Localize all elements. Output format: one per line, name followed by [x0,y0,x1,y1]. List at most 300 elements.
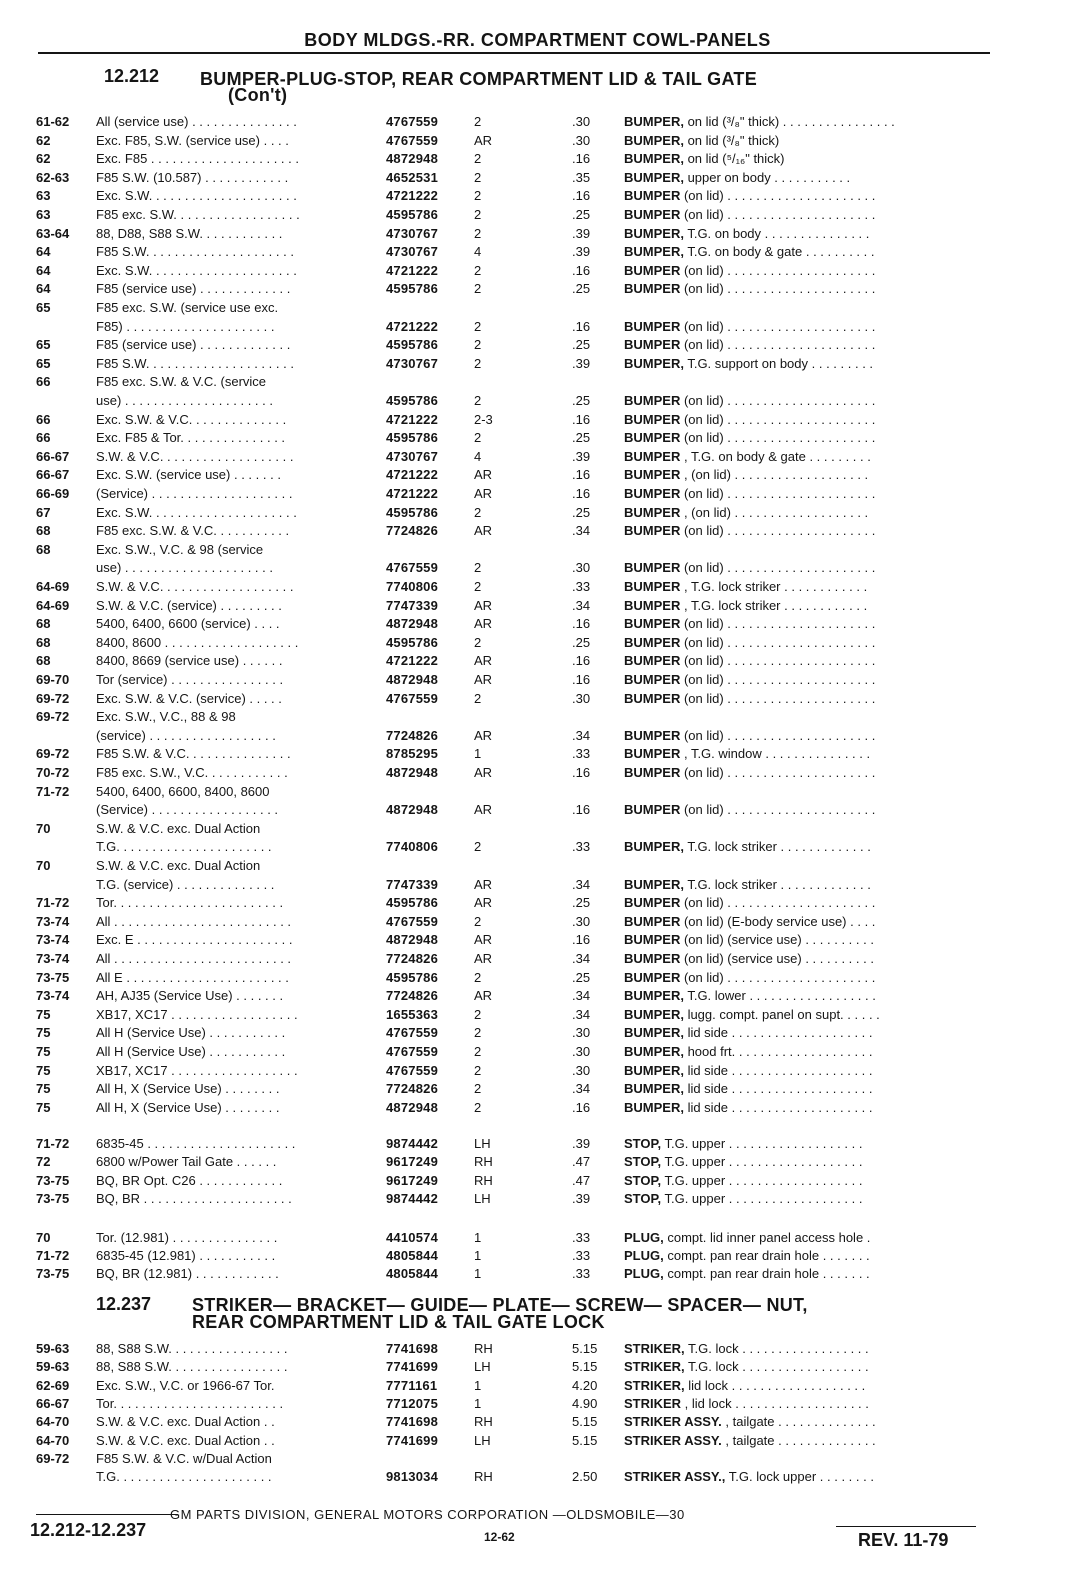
quantity: LH [474,1190,491,1206]
table-row [0,355,1075,373]
part-number: 4721222 [386,188,439,204]
part-name-bold: BUMPER, [624,132,684,148]
application-description: Tor. . . . . . . . . . . . . . . . . . . . . . . . [96,895,284,911]
model-year: 64-70 [36,1432,70,1448]
application-description: F85 S.W. & V.C. . . . . . . . . . . . . . . [96,746,291,762]
model-year: 73-74 [36,951,70,966]
part-name [624,280,984,298]
table-row [0,671,1075,689]
price: .25 [572,207,591,222]
table-row [0,243,1075,261]
quantity: AR [474,486,493,501]
part-name [624,1080,984,1098]
application-description: BQ, BR (12.981) . . . . . . . . . . . . [96,1266,279,1281]
table-row [0,820,1075,838]
quantity: 2 [474,188,482,204]
part-name-bold: BUMPER [624,653,681,669]
part-name [624,1190,984,1208]
application-description: XB17, XC17 . . . . . . . . . . . . . . . . . . [96,1062,298,1078]
part-number: 7724826 [386,1081,439,1097]
part-name [624,113,984,131]
table-row [0,132,1075,150]
price: .16 [572,672,591,687]
part-name-bold: BUMPER [624,913,681,929]
part-number: 4805844 [386,1266,439,1281]
application-description: Exc. S.W. . . . . . . . . . . . . . . . . . . . . [96,188,297,204]
application-description: Tor. . . . . . . . . . . . . . . . . . . . . . . . [96,1395,284,1411]
application-description: F85 exc. S.W. (service use exc. [96,300,279,315]
part-name [624,392,984,410]
part-name-bold: BUMPER [624,765,681,780]
application-description: F85 (service use) . . . . . . . . . . . . . [96,281,291,297]
quantity: AR [474,467,493,483]
part-name [624,671,984,689]
part-name-detail: T.G. lower . . . . . . . . . . . . . . . . . . [683,988,876,1004]
application-description: All . . . . . . . . . . . . . . . . . . . . . . . . . [96,951,292,966]
part-name [624,169,984,187]
part-number: 4872948 [386,932,439,948]
model-year: 64 [36,244,51,260]
table-row [0,1247,1075,1265]
part-name-bold: BUMPER, [624,151,684,167]
part-name-bold: BUMPER, [624,169,684,185]
part-name-bold: PLUG, [624,1266,664,1281]
part-number: 4595786 [386,337,439,353]
table-row [0,448,1075,466]
part-name [624,150,984,168]
part-name [624,336,984,354]
model-year: 59-63 [36,1341,70,1356]
application-description: Exc. S.W. (service use) . . . . . . . [96,467,281,483]
application-description: F85 exc. S.W. . . . . . . . . . . . . . . . . . [96,207,300,222]
part-number: 9874442 [386,1190,439,1206]
part-number: 9813034 [386,1469,439,1485]
application-description: 88, S88 S.W. . . . . . . . . . . . . . . . . [96,1341,288,1356]
part-number: 7740806 [386,839,439,855]
part-name-detail: (on lid) . . . . . . . . . . . . . . . . . . . . . [680,560,876,576]
part-name-detail: (on lid) . . . . . . . . . . . . . . . . . . . . . [680,634,876,650]
table-row [0,187,1075,205]
part-number: 4805844 [386,1248,439,1263]
quantity: 1 [474,1248,482,1263]
part-name-detail: (on lid) . . . . . . . . . . . . . . . . . . . . . [680,690,876,706]
part-name-bold: BUMPER [624,727,681,743]
part-name-bold: BUMPER, [624,1099,684,1115]
part-name [624,132,984,150]
part-number: 4652531 [386,169,439,185]
page-header: BODY MLDGS.-RR. COMPARTMENT COWL-PANELS [304,30,771,50]
quantity: 2 [474,1099,482,1115]
application-description: F85 S.W. . . . . . . . . . . . . . . . . . . . . [96,244,294,260]
price: .16 [572,262,591,278]
model-year: 66 [36,411,51,427]
price: 5.15 [572,1359,598,1375]
part-name-detail: T.G. on body . . . . . . . . . . . . . . . [683,225,870,241]
table-row [0,969,1075,987]
part-name [624,578,984,596]
part-name-detail: (on lid) (service use) . . . . . . . . . . [680,932,874,948]
model-year: 69-72 [36,1450,70,1466]
application-description: Exc. F85 . . . . . . . . . . . . . . . . . . . . . [96,151,299,167]
quantity: AR [474,951,493,966]
part-number: 7747339 [386,597,439,613]
part-name [624,225,984,243]
table-row [0,690,1075,708]
part-name-detail: (on lid) . . . . . . . . . . . . . . . . . . . . . [680,262,876,278]
table-row [0,727,1075,745]
part-name-detail: T.G. on body & gate . . . . . . . . . . [683,244,875,260]
price: .16 [572,188,591,204]
model-year: 64 [36,262,51,278]
price: .25 [572,393,591,408]
quantity: 4 [474,244,482,260]
table-row [0,838,1075,856]
table-row [0,652,1075,670]
price: .30 [572,560,591,576]
model-year: 68 [36,653,51,669]
part-name-bold: BUMPER, [624,1006,684,1022]
application-description: All H, X (Service Use) . . . . . . . . [96,1081,280,1097]
quantity: 1 [474,746,482,762]
footer-rule-right [836,1526,976,1527]
part-name-detail: compt. pan rear drain hole . . . . . . . [663,1266,870,1281]
quantity: AR [474,932,493,948]
part-name-detail: (on lid) . . . . . . . . . . . . . . . . . . . . . [680,672,876,687]
part-name [624,727,984,745]
part-name [624,597,984,615]
part-name-bold: BUMPER [624,393,681,408]
price: .39 [572,448,591,464]
table-row [0,1135,1075,1153]
part-name-detail: (on lid) . . . . . . . . . . . . . . . . . . . . . [680,486,876,501]
quantity: RH [474,1469,493,1485]
part-name-bold: BUMPER [624,672,681,687]
part-name-detail: compt. lid inner panel access hole . [663,1230,871,1245]
table-row [0,1190,1075,1208]
part-name-detail: , (on lid) . . . . . . . . . . . . . . . . . . . [680,504,869,520]
part-name-bold: BUMPER [624,802,681,818]
part-number: 4872948 [386,616,439,632]
application-description: XB17, XC17 . . . . . . . . . . . . . . . . . . [96,1006,298,1022]
price: .30 [572,1062,591,1078]
quantity: AR [474,765,493,780]
section-number-12-237: 12.237 [96,1294,152,1314]
model-year: 69-72 [36,709,70,725]
table-row [0,541,1075,559]
part-name-detail: T.G. upper . . . . . . . . . . . . . . . . . . . [661,1136,863,1151]
part-name-detail: lid side . . . . . . . . . . . . . . . . . . . . [683,1025,873,1041]
part-name-bold: STOP, [624,1154,662,1170]
application-description: 6835-45 . . . . . . . . . . . . . . . . . . . . . [96,1136,296,1151]
part-name [624,504,984,522]
part-name-detail: (on lid) . . . . . . . . . . . . . . . . . . . . . [680,207,876,222]
model-year: 68 [36,523,51,539]
part-number: 4410574 [386,1230,439,1245]
model-year: 73-75 [36,969,70,985]
price: .33 [572,1230,591,1245]
part-name-detail: on lid (³/₈" thick) [683,132,780,148]
part-number: 4872948 [386,1099,439,1115]
table-row [0,1358,1075,1376]
part-number: 4721222 [386,318,439,334]
table-row [0,634,1075,652]
part-number: 4872948 [386,672,439,687]
part-name [624,931,984,949]
part-name-bold: BUMPER [624,281,681,297]
part-number: 4730767 [386,225,439,241]
part-name-bold: BUMPER, [624,114,684,129]
part-name-bold: BUMPER [624,411,681,427]
part-name-detail: (on lid) . . . . . . . . . . . . . . . . . . . . . [680,802,876,818]
quantity: 2 [474,1044,482,1059]
price: .16 [572,467,591,483]
part-name [624,243,984,261]
table-row [0,336,1075,354]
part-name [624,1006,984,1024]
part-name [624,1229,984,1247]
part-name-detail: lid side . . . . . . . . . . . . . . . . . . . . [683,1081,873,1097]
application-description: All (service use) . . . . . . . . . . . . . . . [96,114,297,129]
part-name [624,485,984,503]
table-row [0,1153,1075,1171]
application-description: (Service) . . . . . . . . . . . . . . . . . . . . [96,486,293,501]
table-row [0,1099,1075,1117]
quantity: LH [474,1359,491,1375]
part-number: 4767559 [386,913,439,929]
model-year: 62-63 [36,169,70,185]
price: 4.90 [572,1395,598,1411]
part-number: 8785295 [386,746,439,762]
part-name-detail: (on lid) . . . . . . . . . . . . . . . . . . . . . [680,969,876,985]
application-description: F85 S.W. (10.587) . . . . . . . . . . . . [96,169,289,185]
part-name-detail: (on lid) (E-body service use) . . . . [680,913,876,929]
model-year: 64-69 [36,597,70,613]
part-number: 4721222 [386,467,439,483]
application-description: Exc. S.W. . . . . . . . . . . . . . . . . . . . . [96,504,297,520]
header-rule [38,52,990,54]
price: .30 [572,913,591,929]
section-number-12-212: 12.212 [104,66,160,86]
part-name [624,1468,984,1486]
part-number: 4595786 [386,634,439,650]
part-name-detail: (on lid) (service use) . . . . . . . . . . [680,951,874,966]
price: .30 [572,690,591,706]
quantity: 2 [474,337,482,353]
part-number: 7771161 [386,1377,438,1393]
part-name [624,466,984,484]
part-name-detail: hood frt. . . . . . . . . . . . . . . . . . . . [683,1044,873,1059]
quantity: AR [474,895,493,911]
part-number: 7747339 [386,876,439,892]
part-name-bold: BUMPER [624,430,681,446]
part-name-bold: BUMPER, [624,876,684,892]
price: .25 [572,281,591,297]
part-name-bold: STOP, [624,1172,662,1188]
part-name [624,838,984,856]
quantity: 2 [474,579,482,594]
table-row [0,522,1075,540]
table-row [0,876,1075,894]
application-description: F85) . . . . . . . . . . . . . . . . . . . . . [96,318,275,334]
part-name-bold: BUMPER, [624,355,684,371]
application-description: All H (Service Use) . . . . . . . . . . . [96,1025,286,1041]
table-row [0,318,1075,336]
model-year: 63 [36,188,51,204]
table-row [0,597,1075,615]
model-year: 62 [36,151,51,167]
table-row [0,1450,1075,1468]
quantity: AR [474,653,493,669]
part-name [624,764,984,782]
model-year: 59-63 [36,1359,70,1375]
quantity: 2 [474,430,482,446]
quantity: AR [474,727,493,743]
model-year: 73-74 [36,988,70,1004]
part-name-bold: BUMPER [624,951,681,966]
application-description: Exc. S.W., V.C., 88 & 98 [96,709,236,725]
part-name-bold: STRIKER ASSY., [624,1469,726,1485]
part-name-detail: (on lid) . . . . . . . . . . . . . . . . . . . . . [680,411,876,427]
price: .39 [572,1136,591,1151]
quantity: 1 [474,1377,482,1393]
table-row [0,169,1075,187]
part-name-bold: BUMPER, [624,225,684,241]
quantity: AR [474,672,493,687]
price: .30 [572,114,591,129]
part-number: 4721222 [386,262,439,278]
part-name-detail: , tailgate . . . . . . . . . . . . . . [721,1414,876,1430]
model-year: 66-69 [36,486,70,501]
model-year: 69-72 [36,690,70,706]
price: .30 [572,1044,591,1059]
table-row [0,392,1075,410]
quantity: 2 [474,1006,482,1022]
part-name-bold: BUMPER, [624,1025,684,1041]
part-name-bold: BUMPER, [624,1044,684,1059]
table-row [0,225,1075,243]
application-description: BQ, BR Opt. C26 . . . . . . . . . . . . [96,1172,283,1188]
table-row [0,113,1075,131]
application-description: T.G. . . . . . . . . . . . . . . . . . . . . . [96,1469,272,1485]
part-name-detail: , T.G. lock striker . . . . . . . . . . . . [680,579,868,594]
application-description: S.W. & V.C. exc. Dual Action [96,820,261,836]
quantity: 2 [474,114,482,129]
table-row [0,783,1075,801]
part-name [624,745,984,763]
application-description: Tor. (12.981) . . . . . . . . . . . . . . . [96,1230,278,1245]
part-name [624,262,984,280]
part-name-bold: BUMPER [624,262,681,278]
application-description: Exc. S.W. & V.C. (service) . . . . . [96,690,282,706]
part-number: 4767559 [386,560,439,576]
model-year: 70-72 [36,765,70,780]
part-name [624,690,984,708]
part-name-detail: (on lid) . . . . . . . . . . . . . . . . . . . . . [680,765,876,780]
part-name-detail: , T.G. window . . . . . . . . . . . . . . . [680,746,871,762]
table-row [0,429,1075,447]
part-number: 4730767 [386,244,439,260]
model-year: 68 [36,616,51,632]
part-name [624,1247,984,1265]
model-year: 75 [36,1062,51,1078]
price: .34 [572,951,591,966]
application-description: use) . . . . . . . . . . . . . . . . . . . . . [96,393,273,408]
table-row [0,299,1075,317]
part-name-detail: T.G. lock upper . . . . . . . . [725,1469,874,1485]
quantity: LH [474,1432,491,1448]
quantity: 2 [474,504,482,520]
part-name-detail: (on lid) . . . . . . . . . . . . . . . . . . . . . [680,653,876,669]
quantity: 2 [474,690,482,706]
part-name-detail: T.G. upper . . . . . . . . . . . . . . . . . . . [661,1190,863,1206]
table-row [0,1395,1075,1413]
part-number: 4595786 [386,207,439,222]
price: .25 [572,969,591,985]
part-number: 4767559 [386,1062,439,1078]
part-name-detail: lid lock . . . . . . . . . . . . . . . . . . . [684,1377,866,1393]
price: .34 [572,876,591,892]
price: .39 [572,355,591,371]
part-name-bold: BUMPER [624,504,681,520]
table-row [0,1229,1075,1247]
price: .30 [572,1025,591,1041]
part-number: 4721222 [386,653,439,669]
application-description: F85 S.W. & V.C. w/Dual Action [96,1450,272,1466]
model-year: 75 [36,1006,51,1022]
application-description: All E . . . . . . . . . . . . . . . . . . . . . . . [96,969,289,985]
price: .33 [572,579,591,594]
table-row [0,801,1075,819]
quantity: 2 [474,393,482,408]
price: .39 [572,244,591,260]
price: 5.15 [572,1432,598,1448]
part-name-detail: , (on lid) . . . . . . . . . . . . . . . . . . . [680,467,869,483]
part-name [624,801,984,819]
part-number: 7724826 [386,727,439,743]
application-description: S.W. & V.C. . . . . . . . . . . . . . . . . . . [96,448,294,464]
table-row [0,262,1075,280]
part-number: 4730767 [386,355,439,371]
part-name-bold: BUMPER [624,523,681,539]
quantity: RH [474,1414,493,1430]
part-name-bold: STRIKER ASSY. [624,1414,722,1430]
price: .16 [572,318,591,334]
part-name-detail: , lid lock . . . . . . . . . . . . . . . . . . . [681,1395,869,1411]
quantity: AR [474,597,493,613]
part-number: 9874442 [386,1136,439,1151]
application-description: use) . . . . . . . . . . . . . . . . . . . . . [96,560,273,576]
model-year: 75 [36,1099,51,1115]
price: .16 [572,1099,591,1115]
part-name-bold: BUMPER [624,467,681,483]
table-row [0,1468,1075,1486]
table-row [0,1062,1075,1080]
price: .39 [572,1190,591,1206]
part-name-detail: T.G. lock . . . . . . . . . . . . . . . . . . [684,1359,869,1375]
application-description: S.W. & V.C. . . . . . . . . . . . . . . . . . . [96,579,294,594]
part-name-bold: BUMPER [624,448,681,464]
part-name [624,950,984,968]
part-name-bold: STRIKER, [624,1341,685,1356]
application-description: AH, AJ35 (Service Use) . . . . . . . [96,988,284,1004]
part-number: 4595786 [386,895,439,911]
table-row [0,1024,1075,1042]
application-description: 88, S88 S.W. . . . . . . . . . . . . . . . . [96,1359,288,1375]
part-name-detail: T.G. lock striker . . . . . . . . . . . . . [683,876,871,892]
price: .34 [572,727,591,743]
model-year: 70 [36,1230,51,1245]
part-name [624,1024,984,1042]
